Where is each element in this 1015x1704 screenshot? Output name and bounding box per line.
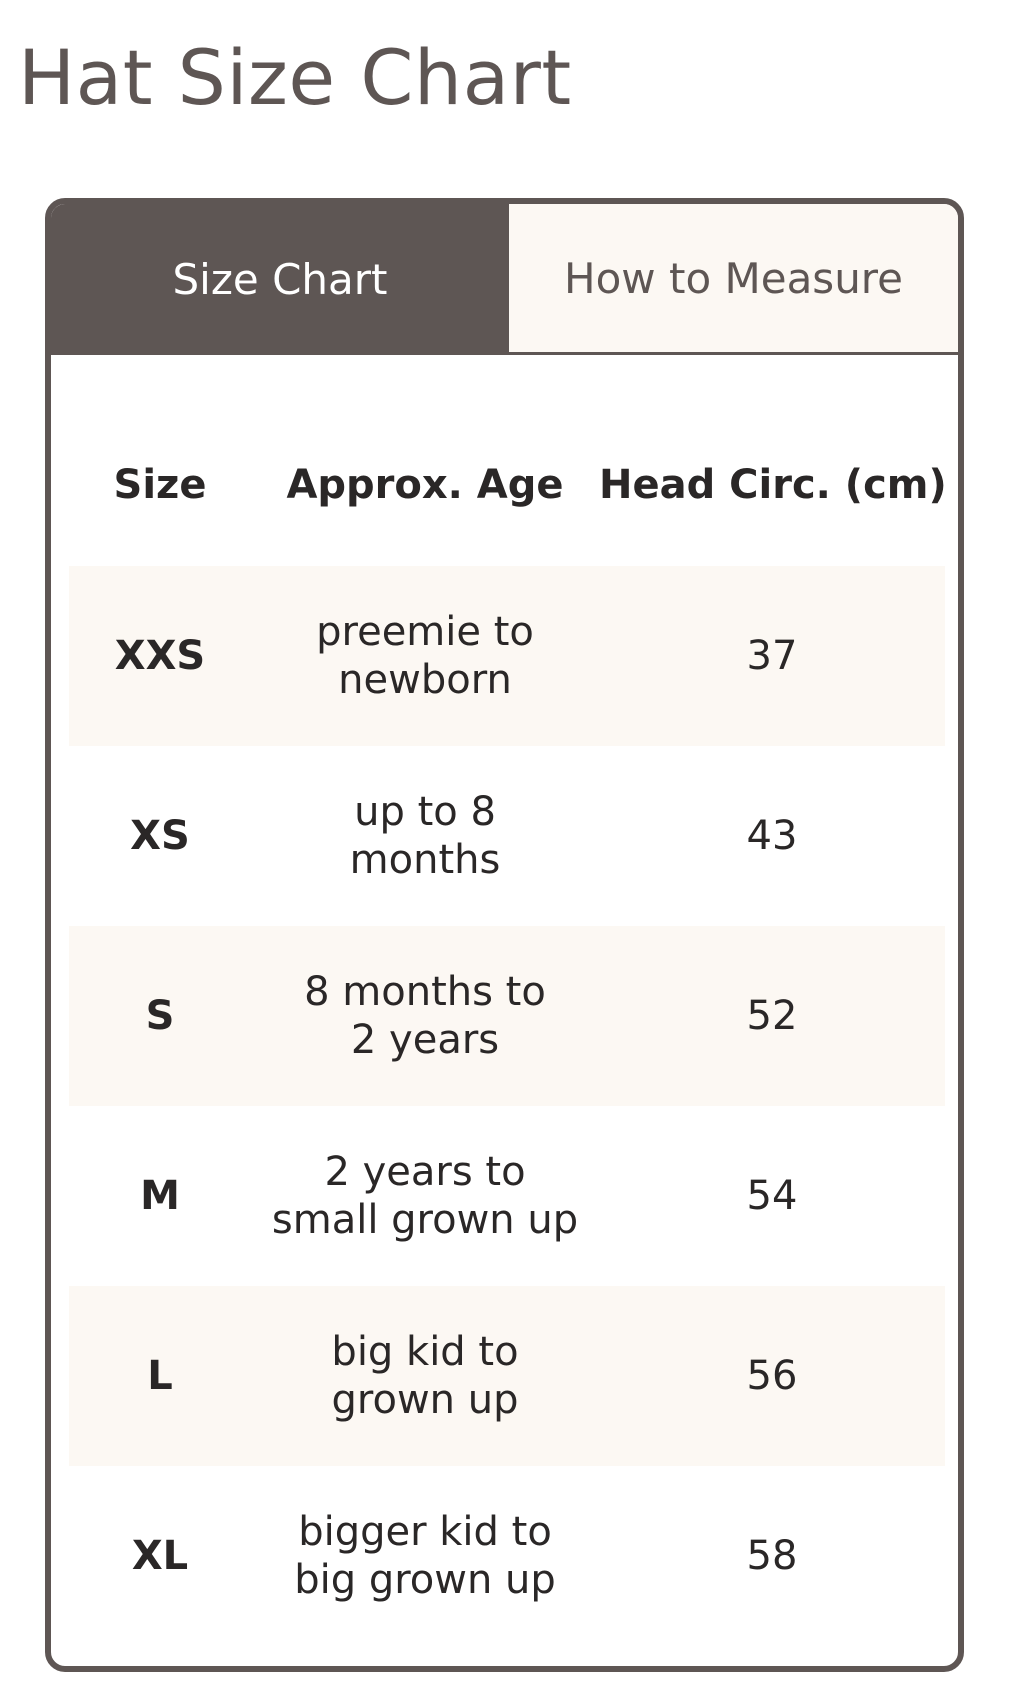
age-line: bigger kid to: [298, 1509, 552, 1555]
size-cell: XXS: [69, 566, 251, 746]
page-title: Hat Size Chart: [18, 33, 572, 122]
age-cell: [251, 1466, 599, 1646]
tab-size-chart[interactable]: Size Chart: [51, 204, 509, 355]
age-line: 2 years: [350, 1017, 500, 1063]
age-line: 2 years to: [324, 1149, 526, 1195]
age-line: grown up: [331, 1377, 519, 1423]
tab-how-to-measure[interactable]: How to Measure: [509, 204, 958, 355]
table-row: [69, 1466, 945, 1646]
circ-cell: 56: [599, 1286, 945, 1466]
tab-bar: [51, 204, 958, 355]
circ-cell: 43: [746, 813, 798, 859]
age-cell: [251, 1286, 599, 1466]
age-cell: [251, 566, 599, 746]
age-line: newborn: [338, 657, 512, 703]
age-cell: [251, 746, 599, 926]
size-cell: XS: [130, 813, 190, 859]
age-cell: [251, 1106, 599, 1286]
age-line: preemie to: [316, 609, 534, 655]
age-line: big grown up: [294, 1557, 556, 1603]
table-row: [69, 1106, 945, 1286]
size-cell: L: [69, 1286, 251, 1466]
age-line: small grown up: [271, 1197, 579, 1243]
age-line: months: [349, 837, 501, 883]
circ-cell: 52: [599, 926, 945, 1106]
circ-cell: 37: [599, 566, 945, 746]
table-row: [69, 926, 945, 1106]
age-line: big kid to: [331, 1329, 519, 1375]
size-table: [69, 404, 945, 1646]
age-line: 8 months to: [304, 969, 546, 1015]
size-chart-card: [45, 198, 964, 1672]
size-cell: S: [69, 926, 251, 1106]
size-cell: M: [140, 1173, 180, 1219]
header-size: Size: [113, 462, 207, 508]
size-cell: XL: [131, 1533, 189, 1579]
table-row: [69, 566, 945, 746]
table-row: [69, 1286, 945, 1466]
header-approx-age: Approx. Age: [286, 462, 564, 508]
table-header-row: [69, 404, 945, 566]
age-cell: [251, 926, 599, 1106]
header-head-circ: Head Circ. (cm): [599, 462, 947, 508]
table-row: [69, 746, 945, 926]
circ-cell: 54: [746, 1173, 798, 1219]
age-line: up to 8: [354, 789, 496, 835]
circ-cell: 58: [746, 1533, 798, 1579]
